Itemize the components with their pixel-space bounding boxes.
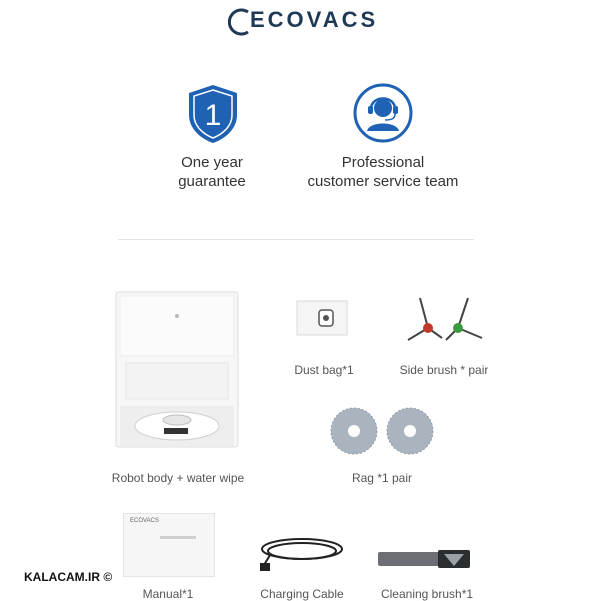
- watermark-text: KALACAM.IR ©: [24, 570, 113, 584]
- manual-image: [123, 513, 215, 577]
- section-divider: [118, 239, 474, 240]
- headset-agent-icon: [353, 83, 413, 143]
- guarantee-line1: One year: [181, 154, 243, 171]
- rag-image: [326, 406, 438, 456]
- dust-bag-image: [296, 300, 348, 336]
- cleaning-brush-image: [378, 548, 472, 570]
- ecovacs-logo: [228, 6, 379, 36]
- charging-cable-image: [256, 533, 348, 575]
- shield-badge-number: 1: [204, 99, 222, 132]
- customer-service-line2: customer service team: [307, 173, 459, 190]
- side-brush-caption: Side brush * pair: [399, 363, 489, 377]
- manual-caption: Manual*1: [142, 587, 194, 601]
- guarantee-shield-icon: [185, 83, 241, 145]
- side-brush-image: [398, 294, 490, 344]
- robot-caption: Robot body + water wipe: [111, 471, 245, 485]
- manual-logo-text: ECOVACS: [130, 518, 159, 524]
- logo-text: ECOVACS: [250, 7, 379, 32]
- manual-text-line: [160, 536, 196, 539]
- dust-bag-caption: Dust bag*1: [294, 363, 354, 377]
- rag-caption: Rag *1 pair: [351, 471, 413, 485]
- guarantee-line2: guarantee: [178, 173, 246, 190]
- robot-station-image: [112, 288, 242, 453]
- cleaning-brush-caption: Cleaning brush*1: [380, 587, 474, 601]
- customer-service-line1: Professional: [341, 154, 425, 171]
- cable-caption: Charging Cable: [260, 587, 344, 601]
- guarantee-label: [152, 153, 272, 191]
- customer-service-label: [293, 153, 473, 191]
